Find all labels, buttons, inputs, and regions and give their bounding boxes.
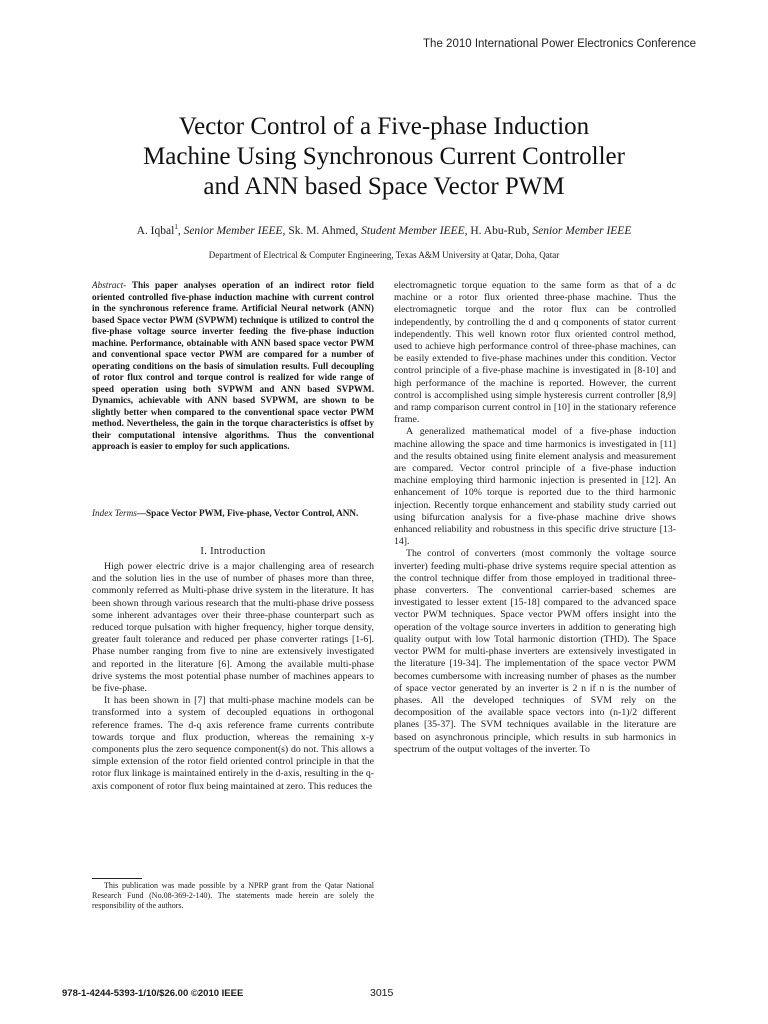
author-name: A. Iqbal [136,224,175,237]
paragraph: The control of converters (most commonly the voltage source inverter) feeding multi-phase drive systems require special attention as the control technique differ from those employed in traditional three-phase converters. The conventional carrier-based schemes are investigated to lesser extent [15-18] compared to the advanced space vector PWM techniques. Space vector PWM offers insight into the operation of the voltage source inverters in addition to generating high quality output with low Total harmonic distortion (THD). The Space vector PWM for multi-phase inverters are extensively investigated in the literature [19-34]. The implementation of the space vector PWM becomes cumbersome with increasing number of phases as the number of space vector generated by an inverter is 2 n if n is the number of phases. All the developed techniques of SVM rely on the decomposition of the available space vectors into (n-1)/2 different planes [35-37]. The SVM techniques available in the literature are based on asynchronous principle, which results in sub harmonics in spectrum of the output voltages of the inverter. To [394,548,676,755]
title-line: and ANN based Space Vector PWM [203,173,565,200]
intro-column [92,561,374,793]
index-terms [92,508,374,520]
right-column [394,280,676,756]
author-role: Student Member IEEE, [358,224,468,237]
affiliation: Department of Electrical & Computer Engineering, Texas A&M University at Qatar, Doha, Qatar [208,250,560,260]
footnote-rule [92,878,142,879]
title-line: Vector Control of a Five-phase Induction [178,113,590,140]
page-number: 3015 [370,987,394,999]
paragraph: It has been shown in [7] that multi-phase machine models can be transformed into a system of decoupled equations in orthogonal reference frames. The d-q axis reference frame currents contribute towards torque and flux production, whereas the remaining x-y components plus the zero sequence component(s) do not. This allows a simple extension of the rotor field oriented control principle in that the rotor flux linkage is maintained entirely in the d-axis, resulting in the q-axis component of rotor flux being maintained at zero. This reduces the [92,695,374,792]
abstract [92,280,374,453]
index-terms-text: —Space Vector PWM, Five-phase, Vector Control, ANN. [136,508,359,518]
author-role: , Senior Member IEEE, [177,224,286,237]
author-name: H. Abu-Rub, [467,224,530,237]
conference-header: The 2010 International Power Electronics Conference [423,38,696,50]
section-heading: I. Introduction [200,546,266,557]
paragraph: High power electric drive is a major challenging area of research and the solution lies in the use of number of phases more than three, commonly referred as Multi-phase drive system in the literature. It has been shown through various research that the multi-phase drive possess some inherent advantages over their three-phase counterpart such as reduced torque pulsation with higher frequency, higher torque density, greater fault tolerance and reduced per phase converter ratings [1-6]. Phase number ranging from five to nine are extensively investigated and reported in the literature [6]. Among the available multi-phase drive systems the most potential phase number of machines appears to be five-phase. [92,561,374,695]
abstract-label: Abstract- [92,280,127,290]
author-name: Sk. M. Ahmed, [285,224,359,237]
title-line: Machine Using Synchronous Current Controller [143,143,625,170]
paragraph: A generalized mathematical model of a five-phase induction machine allowing the space and time harmonics is investigated in [11] and the results obtained using finite element analysis and measurement are compared. Vector control principle of a five-phase induction machine employing third harmonic injection is presented in [12]. An enhancement of 10% torque is reported due to the third harmonic injection. Recently torque enhancement and stability study carried out using bifurcation analysis for a five-phase machine drive shows enhanced reliability and robustness in this specific drive structure [13-14]. [394,426,676,548]
author-role: Senior Member IEEE [529,224,632,237]
paragraph: electromagnetic torque equation to the same form as that of a dc machine or a rotor flux oriented three-phase machine. Thus the electromagnetic torque and the rotor flux can be controlled independently, by controlling the d and q components of stator current independently. This well known rotor flux oriented control method, used to achieve high performance control of three-phase machines, can be easily extended to five-phase machines under this condition. Vector control principle of a five-phase machine is investigated in [8-10] and high performance of the machine is reported. However, the current control is accomplished using simple hysteresis current controller [8,9] and ramp comparison current control in [10] in the stationary reference frame. [394,280,676,426]
author-list [40,223,728,237]
footnote: This publication was made possible by a NPRP grant from the Qatar National Research Fund (No.08-369-2-140). The statements made herein are solely the responsibility of the authors. [92,881,374,910]
index-terms-label: Index Terms [92,508,137,518]
author-footnote-mark: 1 [174,223,178,231]
paper-title [60,112,708,202]
copyright-isbn: 978-1-4244-5393-1/10/$26.00 ©2010 IEEE [62,988,244,999]
abstract-text: This paper analyses operation of an indirect rotor field oriented controlled five-phase induction machine with current control in the synchronous reference frame. Artificial Neural network (ANN) based Space vector PWM (SVPWM) technique is utilized to control the five-phase voltage source inverter feeding the five-phase induction machine. Performance, obtainable with ANN based space vector PWM and conventional space vector PWM are compared for a number of operating conditions on the basis of simulation results. Full decoupling of rotor flux control and torque control is realized for wide range of speed operation using both SVPWM and ANN based SVPWM. Dynamics, achievable with ANN based SVPWM, are shown to be slightly better when compared to the conventional space vector PWM method. Nevertheless, the gain in the torque characteristics is offset by their computational intensive algorithms. Thus the conventional approach is easier to employ for such applications. [92,280,374,451]
